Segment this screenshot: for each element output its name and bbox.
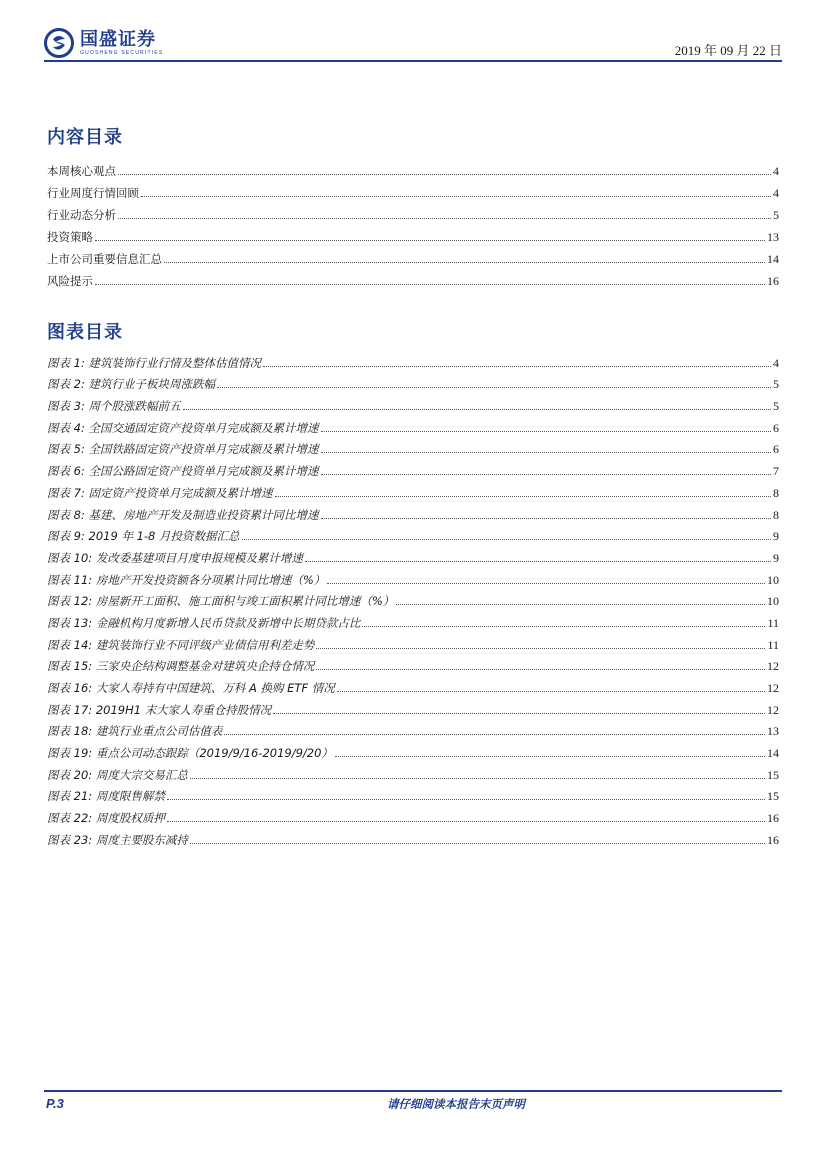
contents-entry[interactable] <box>47 245 779 267</box>
entry-page-number: 11 <box>767 637 779 652</box>
figure-title: 建筑行业重点公司估值表 <box>95 724 223 739</box>
figure-title: 发改委基建项目月度申报规模及累计增速 <box>95 550 303 565</box>
figure-entry-label <box>47 485 273 501</box>
figure-entry-label <box>47 463 319 479</box>
figure-entry[interactable] <box>47 523 779 545</box>
header-divider <box>44 60 782 62</box>
figure-entry-label <box>47 745 333 761</box>
figure-title: 周度大宗交易汇总 <box>95 767 188 782</box>
entry-page-number: 5 <box>773 208 779 222</box>
dot-leader <box>321 474 771 475</box>
dot-leader <box>217 387 771 388</box>
entry-page-number: 15 <box>767 767 779 782</box>
figure-entry-label <box>47 702 271 718</box>
figure-entry[interactable] <box>47 349 779 371</box>
figure-entry[interactable] <box>47 609 779 631</box>
dot-leader <box>167 821 765 822</box>
dot-leader <box>275 496 771 497</box>
figure-title: 全国铁路固定资产投资单月完成额及累计增速 <box>88 442 319 457</box>
figure-number: 图表 9: <box>47 529 85 544</box>
figure-title: 金融机构月度新增人民币贷款及新增中长期贷款占比 <box>95 615 361 630</box>
dot-leader <box>316 648 765 649</box>
dot-leader <box>321 518 771 519</box>
figure-title: 2019 年 1-8 月投资数据汇总 <box>88 529 240 544</box>
figure-entry-label <box>47 615 360 631</box>
figure-entry[interactable] <box>47 501 779 523</box>
dot-leader <box>95 240 765 241</box>
dot-leader <box>337 691 765 692</box>
dot-leader <box>396 604 765 605</box>
figure-title: 建筑行业子板块周涨跌幅 <box>88 377 216 392</box>
figure-entry[interactable] <box>47 544 779 566</box>
figure-entry-label <box>47 723 222 739</box>
figure-title: 周个股涨跌幅前五 <box>88 399 181 414</box>
figure-number: 图表 21: <box>47 789 93 804</box>
contents-entry[interactable] <box>47 267 779 289</box>
dot-leader <box>118 218 771 219</box>
figure-entry[interactable] <box>47 761 779 783</box>
figure-entry[interactable] <box>47 436 779 458</box>
figure-title: 2019H1 末大家人寿重仓持股情况 <box>95 702 272 717</box>
figure-number: 图表 23: <box>47 832 93 847</box>
contents-title: 内容目录 <box>47 127 123 148</box>
entry-page-number: 16 <box>767 811 779 826</box>
figure-number: 图表 3: <box>47 399 85 414</box>
contents-entry-label: 行业动态分析 <box>47 208 116 222</box>
dot-leader <box>224 734 765 735</box>
contents-entry[interactable] <box>47 223 779 245</box>
entry-page-number: 14 <box>767 252 779 266</box>
entry-page-number: 10 <box>767 572 779 587</box>
figure-number: 图表 11: <box>47 572 93 587</box>
figure-number: 图表 14: <box>47 637 93 652</box>
figure-entry-label <box>47 810 165 826</box>
figure-entry[interactable] <box>47 674 779 696</box>
figure-entry-label <box>47 832 188 848</box>
figure-title: 全国交通固定资产投资单月完成额及累计增速 <box>88 420 319 435</box>
figure-number: 图表 13: <box>47 615 93 630</box>
entry-page-number: 11 <box>767 615 779 630</box>
figure-entry-label <box>47 572 325 588</box>
figure-entry-label <box>47 441 319 457</box>
figure-number: 图表 15: <box>47 659 93 674</box>
entry-page-number: 13 <box>767 230 779 244</box>
figure-entry[interactable] <box>47 588 779 610</box>
company-logo <box>44 26 163 60</box>
figure-number: 图表 19: <box>47 746 93 761</box>
figure-entry-label <box>47 550 303 566</box>
dot-leader <box>263 366 771 367</box>
entry-page-number: 6 <box>773 442 779 457</box>
entry-page-number: 4 <box>773 164 779 178</box>
entry-page-number: 16 <box>767 832 779 847</box>
figure-number: 图表 22: <box>47 811 93 826</box>
contents-entry-label: 行业周度行情回顾 <box>47 186 139 200</box>
figure-number: 图表 16: <box>47 681 93 695</box>
figure-entry[interactable] <box>47 783 779 805</box>
figure-entry-label <box>47 376 215 392</box>
figure-entry[interactable] <box>47 804 779 826</box>
figure-entry-label <box>47 355 261 371</box>
figure-entry[interactable] <box>47 718 779 740</box>
figure-entry[interactable] <box>47 566 779 588</box>
figure-entry-label <box>47 788 165 804</box>
page-number: P.3 <box>46 1096 64 1111</box>
figure-title: 建筑装饰行业行情及整体估值情况 <box>88 355 262 370</box>
entry-page-number: 13 <box>767 724 779 739</box>
contents-entry-label: 本周核心观点 <box>47 164 116 178</box>
footer-disclaimer: 请仔细阅读本报告末页声明 <box>387 1097 525 1111</box>
entry-page-number: 9 <box>773 550 779 565</box>
figure-number: 图表 10: <box>47 550 93 565</box>
dot-leader <box>242 539 771 540</box>
logo-chinese-name: 国盛证券 <box>80 28 156 50</box>
figure-number: 图表 8: <box>47 507 85 522</box>
contents-entry[interactable] <box>47 179 779 201</box>
figure-number: 图表 12: <box>47 594 93 609</box>
entry-page-number: 12 <box>767 681 779 695</box>
figure-title: 周度主要股东减持 <box>95 832 188 847</box>
figure-entry[interactable] <box>47 392 779 414</box>
figure-entry-label <box>47 658 314 674</box>
figure-number: 图表 20: <box>47 767 93 782</box>
figure-title: 大家人寿持有中国建筑、万科 A 换购 ETF 情况 <box>95 681 335 695</box>
entry-page-number: 5 <box>773 399 779 414</box>
figure-number: 图表 4: <box>47 420 85 435</box>
figure-entry[interactable] <box>47 739 779 761</box>
figure-entry-label <box>47 528 240 544</box>
page-header <box>44 26 782 62</box>
dot-leader <box>190 843 765 844</box>
figure-title: 周度限售解禁 <box>95 789 165 804</box>
figure-entry-label <box>47 420 319 436</box>
figure-entry-label <box>47 637 314 653</box>
dot-leader <box>183 409 771 410</box>
entry-page-number: 4 <box>773 186 779 200</box>
figure-title: 周度股权质押 <box>95 811 165 826</box>
figure-entry-label <box>47 593 394 609</box>
dot-leader <box>305 561 771 562</box>
entry-page-number: 5 <box>773 377 779 392</box>
dot-leader <box>118 174 771 175</box>
dot-leader <box>327 583 765 584</box>
entry-page-number: 16 <box>767 274 779 288</box>
entry-page-number: 14 <box>767 746 779 761</box>
figure-number: 图表 6: <box>47 464 85 479</box>
entry-page-number: 8 <box>773 485 779 500</box>
figure-entry[interactable] <box>47 653 779 675</box>
dot-leader <box>167 799 765 800</box>
figure-entry[interactable] <box>47 696 779 718</box>
entry-page-number: 6 <box>773 420 779 435</box>
figure-title: 基建、房地产开发及制造业投资累计同比增速 <box>88 507 319 522</box>
dot-leader <box>321 452 771 453</box>
figure-number: 图表 7: <box>47 485 85 500</box>
figure-title: 固定资产投资单月完成额及累计增速 <box>88 485 273 500</box>
figure-number: 图表 2: <box>47 377 85 392</box>
dot-leader <box>141 196 771 197</box>
contents-entry[interactable] <box>47 157 779 179</box>
figure-entry[interactable] <box>47 826 779 848</box>
contents-list <box>47 157 779 289</box>
entry-page-number: 4 <box>773 355 779 370</box>
figure-entry-label <box>47 680 335 696</box>
dot-leader <box>316 669 765 670</box>
dot-leader <box>362 626 765 627</box>
figure-entry[interactable] <box>47 414 779 436</box>
figure-title: 房屋新开工面积、施工面积与竣工面积累计同比增速（%） <box>95 594 395 609</box>
contents-entry-label: 投资策略 <box>47 230 93 244</box>
entry-page-number: 8 <box>773 507 779 522</box>
contents-entry[interactable] <box>47 201 779 223</box>
entry-page-number: 7 <box>773 464 779 479</box>
figure-entry[interactable] <box>47 479 779 501</box>
dot-leader <box>95 284 765 285</box>
dot-leader <box>164 262 765 263</box>
figure-title: 重点公司动态跟踪（2019/9/16-2019/9/20） <box>95 746 333 761</box>
dot-leader <box>190 778 765 779</box>
figure-entry-label <box>47 767 188 783</box>
guosheng-logo-icon <box>44 28 74 58</box>
entry-page-number: 12 <box>767 659 779 674</box>
entry-page-number: 9 <box>773 529 779 544</box>
footer-divider <box>44 1090 782 1092</box>
figure-entry[interactable] <box>47 371 779 393</box>
dot-leader <box>321 431 771 432</box>
entry-page-number: 12 <box>767 702 779 717</box>
report-date: 2019 年 09 月 22 日 <box>674 43 782 58</box>
figures-list <box>47 349 779 848</box>
figure-entry[interactable] <box>47 457 779 479</box>
logo-english-name: GUOSHENG SECURITIES <box>80 49 164 56</box>
figure-title: 全国公路固定资产投资单月完成额及累计增速 <box>88 464 319 479</box>
contents-entry-label: 风险提示 <box>47 274 93 288</box>
figure-number: 图表 1: <box>47 355 85 370</box>
figure-title: 建筑装饰行业不同评级产业债信用利差走势 <box>95 637 315 652</box>
dot-leader <box>335 756 765 757</box>
figure-entry-label <box>47 507 319 523</box>
figure-title: 三家央企结构调整基金对建筑央企持仓情况 <box>95 659 315 674</box>
dot-leader <box>273 713 765 714</box>
figure-entry-label <box>47 398 181 414</box>
contents-entry-label: 上市公司重要信息汇总 <box>47 252 162 266</box>
entry-page-number: 15 <box>767 789 779 804</box>
figure-number: 图表 18: <box>47 724 93 739</box>
figures-title: 图表目录 <box>47 322 123 343</box>
figure-number: 图表 17: <box>47 702 93 717</box>
figure-title: 房地产开发投资额各分项累计同比增速（%） <box>95 572 326 587</box>
entry-page-number: 10 <box>767 594 779 609</box>
figure-number: 图表 5: <box>47 442 85 457</box>
figure-entry[interactable] <box>47 631 779 653</box>
